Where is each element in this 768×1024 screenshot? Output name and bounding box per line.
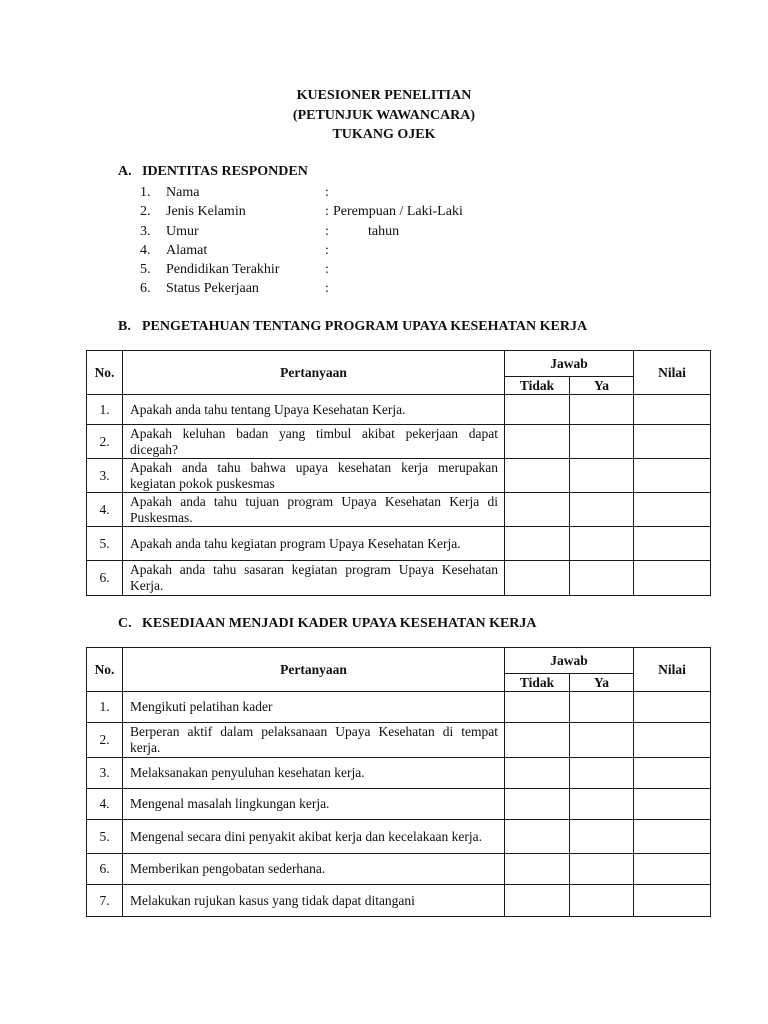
score-cell[interactable] [634,493,711,527]
identity-row-education [140,260,540,279]
answer-ya-cell[interactable] [570,459,634,493]
score-cell[interactable] [634,854,711,885]
answer-tidak-cell[interactable] [505,425,570,459]
table-row [87,723,711,758]
answer-ya-cell[interactable] [570,820,634,854]
answer-ya-cell[interactable] [570,692,634,723]
column-header-ya: Ya [570,377,634,395]
item-number: 1. [140,185,151,200]
cadre-willingness-table [86,647,711,917]
answer-ya-cell[interactable] [570,395,634,425]
question-text: Mengenal secara dini penyakit akibat kerja dan kecelakaan kerja. [123,820,505,854]
table-row [87,395,711,425]
column-header-no: No. [87,648,123,692]
row-number: 6. [87,561,123,596]
item-number: 2. [140,204,151,220]
score-cell[interactable] [634,820,711,854]
column-header-answer: Jawab [505,648,634,674]
score-cell[interactable] [634,527,711,561]
section-b-letter: B. [118,319,131,334]
field-colon: : [325,242,329,258]
identity-row-name [140,183,540,202]
column-header-question: Pertanyaan [123,351,505,395]
section-c-heading [118,616,537,632]
column-header-ya: Ya [570,674,634,692]
item-number: 6. [140,281,151,297]
section-a-heading [118,164,308,180]
column-header-tidak: Tidak [505,674,570,692]
row-number: 5. [87,820,123,854]
title-line-2: (PETUNJUK WAWANCARA) [292,107,476,123]
field-colon: : [325,204,329,220]
table-row [87,425,711,459]
answer-ya-cell[interactable] [570,493,634,527]
field-colon: : [325,185,329,200]
column-header-score: Nilai [634,351,711,395]
document-title [0,86,768,145]
table-row [87,789,711,820]
table-row [87,692,711,723]
table-row [87,561,711,596]
field-colon: : [325,281,329,297]
field-label: Jenis Kelamin [166,204,246,220]
identity-list [140,183,540,299]
answer-tidak-cell[interactable] [505,723,570,758]
question-text: Memberikan pengobatan sederhana. [123,854,505,885]
answer-tidak-cell[interactable] [505,561,570,596]
answer-ya-cell[interactable] [570,854,634,885]
score-cell[interactable] [634,885,711,917]
table-row [87,820,711,854]
answer-tidak-cell[interactable] [505,459,570,493]
answer-tidak-cell[interactable] [505,527,570,561]
identity-row-age [140,222,540,241]
answer-tidak-cell[interactable] [505,395,570,425]
answer-ya-cell[interactable] [570,527,634,561]
question-text: Berperan aktif dalam pelaksanaan Upaya Kesehatan di tempat kerja. [123,723,505,758]
field-label: Nama [166,185,200,200]
row-number: 1. [87,395,123,425]
answer-ya-cell[interactable] [570,561,634,596]
section-a-title: IDENTITAS RESPONDEN [142,164,308,179]
answer-tidak-cell[interactable] [505,493,570,527]
table-row [87,854,711,885]
section-c-letter: C. [118,616,132,631]
field-label: Pendidikan Terakhir [166,262,280,278]
answer-ya-cell[interactable] [570,425,634,459]
question-text: Apakah anda tahu tujuan program Upaya Kesehatan Kerja di Puskesmas. [123,493,505,527]
item-number: 4. [140,242,151,258]
age-field[interactable]: tahun [368,223,400,239]
row-number: 3. [87,758,123,789]
column-header-tidak: Tidak [505,377,570,395]
score-cell[interactable] [634,692,711,723]
field-label: Status Pekerjaan [166,281,259,297]
answer-tidak-cell[interactable] [505,758,570,789]
row-number: 7. [87,885,123,917]
score-cell[interactable] [634,789,711,820]
score-cell[interactable] [634,758,711,789]
column-header-answer: Jawab [505,351,634,377]
question-text: Mengikuti pelatihan kader [123,692,505,723]
item-number: 3. [140,223,151,239]
table-row [87,459,711,493]
answer-tidak-cell[interactable] [505,820,570,854]
row-number: 2. [87,425,123,459]
identity-row-employment [140,279,540,298]
answer-ya-cell[interactable] [570,789,634,820]
identity-row-gender [140,202,540,221]
field-colon: : [325,262,329,278]
row-number: 1. [87,692,123,723]
answer-tidak-cell[interactable] [505,789,570,820]
section-b-heading [118,319,587,335]
row-number: 2. [87,723,123,758]
answer-tidak-cell[interactable] [505,854,570,885]
row-number: 4. [87,493,123,527]
gender-field[interactable]: Perempuan / Laki-Laki [333,204,463,220]
question-text: Apakah keluhan badan yang timbul akibat pekerjaan dapat dicegah? [123,425,505,459]
section-b-title: PENGETAHUAN TENTANG PROGRAM UPAYA KESEHATAN KERJA [142,319,588,334]
table-row [87,527,711,561]
field-label: Alamat [166,242,208,258]
score-cell[interactable] [634,425,711,459]
field-label: Umur [166,223,199,239]
row-number: 4. [87,789,123,820]
column-header-no: No. [87,351,123,395]
question-text: Apakah anda tahu tentang Upaya Kesehatan Kerja. [123,395,505,425]
title-line-3: TUKANG OJEK [332,127,436,142]
question-text: Apakah anda tahu sasaran kegiatan program Upaya Kesehatan Kerja. [123,561,505,596]
question-text: Melaksanakan penyuluhan kesehatan kerja. [123,758,505,789]
section-c-title: KESEDIAAN MENJADI KADER UPAYA KESEHATAN KERJA [142,616,537,631]
column-header-score: Nilai [634,648,711,692]
score-cell[interactable] [634,723,711,758]
title-line-1: KUESIONER PENELITIAN [296,88,472,103]
section-a-letter: A. [118,164,132,179]
identity-row-address [140,241,540,260]
table-row [87,758,711,789]
table-row [87,493,711,527]
answer-tidak-cell[interactable] [505,885,570,917]
field-colon: : [325,223,329,239]
question-text: Mengenal masalah lingkungan kerja. [123,789,505,820]
item-number: 5. [140,262,151,278]
score-cell[interactable] [634,459,711,493]
answer-tidak-cell[interactable] [505,692,570,723]
question-text: Melakukan rujukan kasus yang tidak dapat ditangani [123,885,505,917]
column-header-question: Pertanyaan [123,648,505,692]
score-cell[interactable] [634,395,711,425]
question-text: Apakah anda tahu bahwa upaya kesehatan kerja merupakan kegiatan pokok puskesmas [123,459,505,493]
row-number: 6. [87,854,123,885]
question-text: Apakah anda tahu kegiatan program Upaya Kesehatan Kerja. [123,527,505,561]
answer-ya-cell[interactable] [570,885,634,917]
table-row [87,885,711,917]
row-number: 5. [87,527,123,561]
score-cell[interactable] [634,561,711,596]
answer-ya-cell[interactable] [570,758,634,789]
row-number: 3. [87,459,123,493]
answer-ya-cell[interactable] [570,723,634,758]
knowledge-table [86,350,711,596]
